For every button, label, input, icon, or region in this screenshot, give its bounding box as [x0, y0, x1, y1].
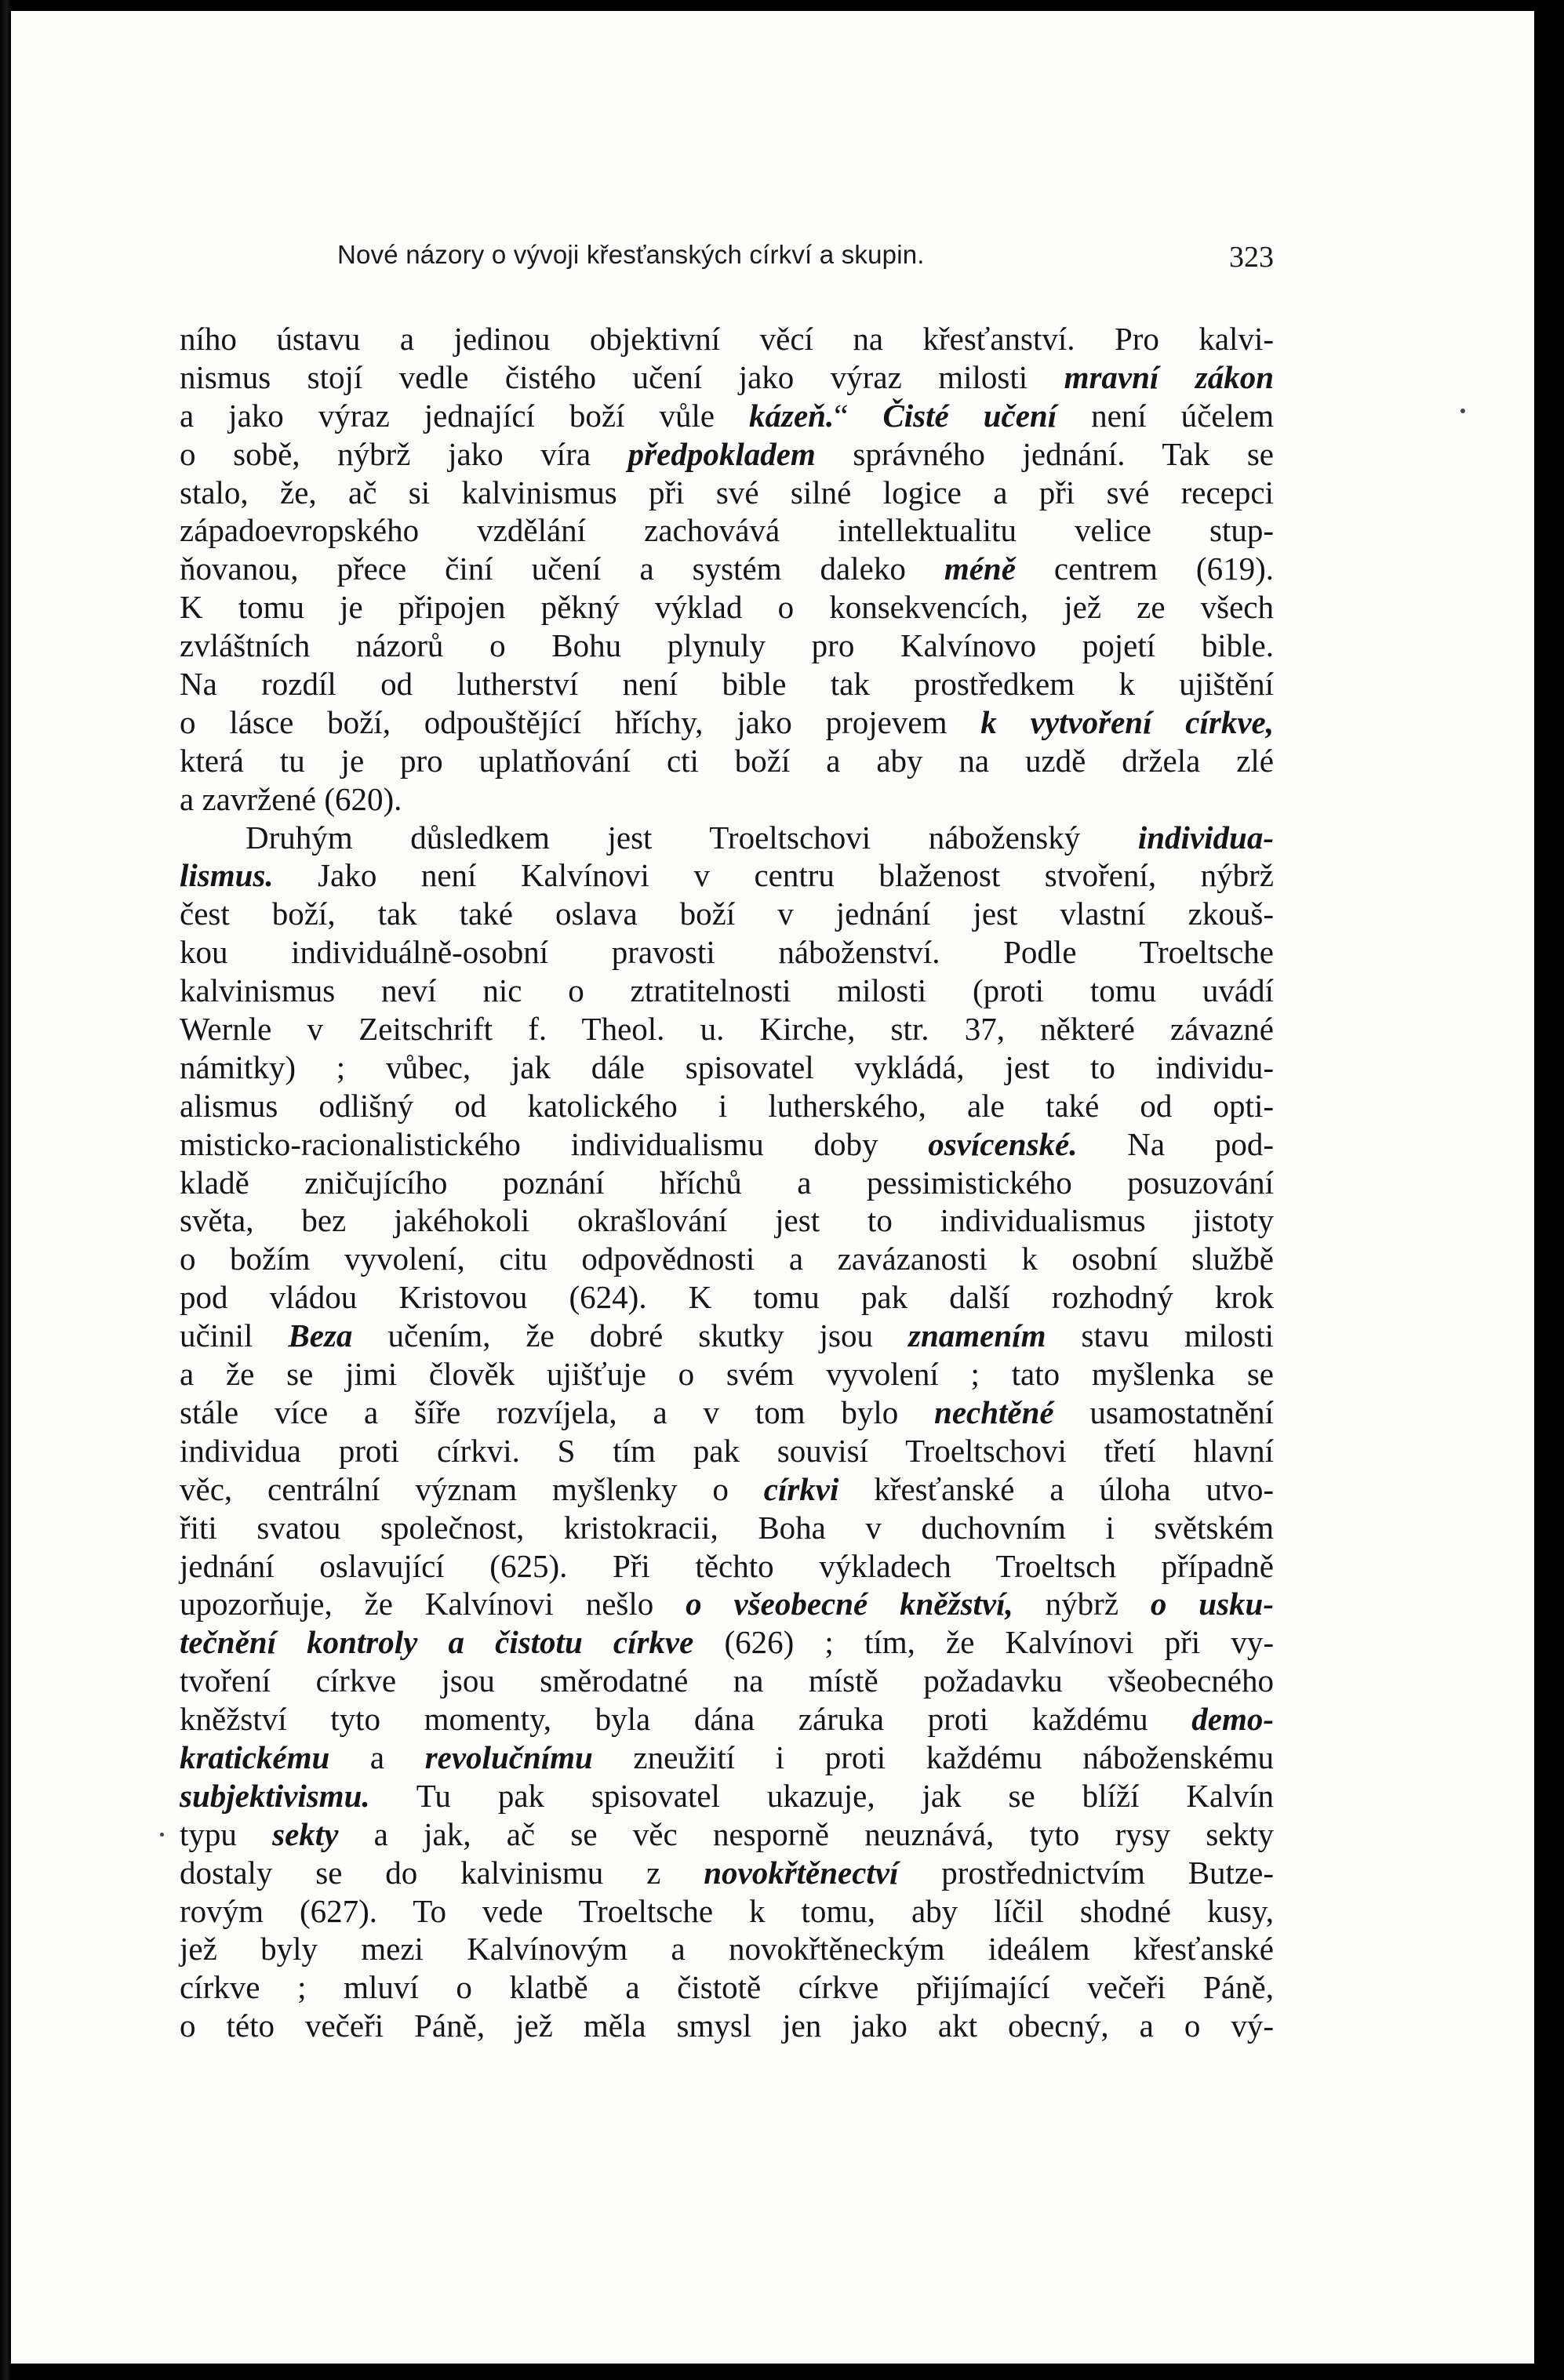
- emphasized-text: tečnění kontroly a čistotu církve: [180, 1624, 694, 1661]
- text-run: tvoření církve jsou směrodatné na místě požadavku všeobecného: [180, 1662, 1274, 1699]
- emphasized-text: osvícenské.: [928, 1125, 1078, 1162]
- text-run: jež byly mezi Kalvínovým a novokřtěneckým ideálem křesťanské: [180, 1931, 1274, 1968]
- emphasized-text: subjektivismu.: [180, 1777, 370, 1814]
- text-run: nýbrž: [1013, 1586, 1151, 1622]
- text-run: Druhým důsledkem jest Troeltschovi náboženský: [246, 819, 1138, 856]
- page-number: 323: [1229, 241, 1274, 274]
- text-run: námitky) ; vůbec, jak dále spisovatel vykládá, jest to individu-: [180, 1048, 1274, 1085]
- running-head-title: Nové názory o vývoji křesťanských církví a skupin.: [337, 240, 925, 269]
- text-run: řiti svatou společnost, kristokracii, Boha v duchovním i světském: [180, 1509, 1274, 1546]
- text-line: [180, 895, 1274, 933]
- text-run: stavu milosti: [1046, 1317, 1275, 1354]
- text-line: [180, 1317, 1274, 1355]
- emphasized-text: individua-: [1137, 819, 1274, 856]
- scan-speck: [160, 1833, 164, 1837]
- text-line: [180, 1048, 1274, 1087]
- text-line: [180, 1930, 1274, 1968]
- text-line: [180, 1393, 1274, 1432]
- text-run: čest boží, tak také oslava boží v jednání jest vlastní zkouš-: [180, 896, 1274, 932]
- emphasized-text: mravní zákon: [1064, 358, 1275, 395]
- emphasized-text: demo-: [1191, 1701, 1274, 1738]
- text-line: [180, 1547, 1274, 1586]
- text-run: misticko-racionalistického individualismu doby: [180, 1125, 929, 1162]
- emphasized-text: předpokladem: [627, 435, 816, 472]
- text-line: [180, 665, 1274, 703]
- text-run: Na rozdíl od lutherství není bible tak prostředkem k ujištění: [180, 666, 1274, 703]
- text-line: [180, 550, 1274, 588]
- text-line: [180, 703, 1274, 742]
- text-run: ňovanou, přece činí učení a systém daleko: [180, 550, 944, 587]
- text-line: [180, 1125, 1274, 1164]
- text-run: alismus odlišný od katolického i lutherského, ale také od opti-: [180, 1087, 1274, 1124]
- text-line: [180, 1662, 1274, 1700]
- text-run: upozorňuje, že Kalvínovi nešlo: [180, 1586, 686, 1622]
- text-line: [180, 320, 1274, 358]
- text-line: [180, 1777, 1274, 1815]
- emphasized-text: církvi: [763, 1470, 839, 1507]
- text-line: [180, 742, 1274, 780]
- text-run: učením, že dobré skutky jsou: [352, 1317, 909, 1354]
- text-line: [180, 856, 1274, 895]
- text-line: [180, 2007, 1274, 2045]
- emphasized-text: méně: [944, 550, 1016, 587]
- text-run: učinil: [180, 1317, 289, 1354]
- text-run: nismus stojí vedle čistého učení jako výraz milosti: [180, 358, 1064, 395]
- text-line: [180, 1585, 1274, 1623]
- text-line: [180, 1087, 1274, 1125]
- text-run: centrem (619).: [1015, 550, 1274, 587]
- text-run: a jako výraz jednající boží vůle: [180, 397, 750, 434]
- text-line: [180, 1968, 1274, 2007]
- text-run: Jako není Kalvínovi v centru blaženost stvoření, nýbrž: [273, 857, 1274, 894]
- text-line: [180, 1164, 1274, 1202]
- text-run: K tomu je připojen pěkný výklad o konsekvencích, jež ze všech: [180, 589, 1274, 626]
- text-run: kladě zničujícího poznání hříchů a pessimistického posuzování: [180, 1164, 1274, 1201]
- text-line: [180, 1739, 1274, 1777]
- text-line: [180, 780, 1274, 819]
- text-line: [180, 1201, 1274, 1240]
- text-run: o této večeři Páně, jež měla smysl jen jako akt obecný, a o vý-: [180, 2008, 1274, 2044]
- emphasized-text: znamením: [908, 1317, 1046, 1354]
- text-run: a že se jimi člověk ujišťuje o svém vyvolení ; tato myšlenka se: [180, 1356, 1274, 1393]
- text-run: věc, centrální význam myšlenky o: [180, 1470, 764, 1507]
- text-run: správného jednání. Tak se: [815, 435, 1274, 472]
- text-run: dostaly se do kalvinismu z: [180, 1854, 704, 1891]
- emphasized-text: kratickému: [180, 1739, 330, 1775]
- text-line: [180, 435, 1274, 474]
- text-run: která tu je pro uplatňování cti boží a aby na uzdě držela zlé: [180, 742, 1274, 779]
- emphasized-text: revolučnímu: [424, 1739, 593, 1775]
- text-run: západoevropského vzdělání zachovává intellektualitu velice stup-: [180, 512, 1274, 549]
- text-line: [180, 511, 1274, 550]
- text-line: [180, 1240, 1274, 1278]
- emphasized-text: nechtěné: [934, 1393, 1054, 1430]
- text-run: (626) ; tím, že Kalvínovi při vy-: [693, 1624, 1274, 1661]
- text-run: o lásce boží, odpouštějící hříchy, jako projevem: [180, 703, 981, 740]
- text-line: [180, 358, 1274, 397]
- emphasized-text: sekty: [272, 1815, 339, 1852]
- text-run: a: [329, 1739, 425, 1775]
- running-head: [337, 240, 1274, 274]
- text-line: [180, 1623, 1274, 1662]
- page-edge-shadow: [0, 0, 11, 2380]
- text-run: křesťanské a úloha utvo-: [838, 1470, 1274, 1507]
- scan-speck: [1460, 409, 1465, 413]
- text-run: prostřednictvím Butze-: [898, 1854, 1274, 1891]
- text-run: stále více a šíře rozvíjela, a v tom bylo: [180, 1393, 935, 1430]
- text-run: rovým (627). To vede Troeltsche k tomu, aby líčil shodné kusy,: [180, 1892, 1274, 1929]
- body-text: [180, 320, 1274, 2045]
- text-run: pod vládou Kristovou (624). K tomu pak další rozhodný krok: [180, 1279, 1274, 1316]
- text-run: individua proti církvi. S tím pak souvisí Troeltschovi třetí hlavní: [180, 1432, 1274, 1469]
- text-line: [180, 1470, 1274, 1509]
- text-run: Wernle v Zeitschrift f. Theol. u. Kirche, str. 37, některé závazné: [180, 1011, 1274, 1048]
- text-line: [180, 933, 1274, 972]
- text-run: a jak, ač se věc nesporně neuznává, tyto rysy sekty: [338, 1815, 1274, 1852]
- text-run: zvláštních názorů o Bohu plynuly pro Kalvínovo pojetí bible.: [180, 627, 1274, 664]
- text-line: [180, 397, 1274, 435]
- text-run: není účelem: [1057, 397, 1275, 434]
- text-run: kou individuálně-osobní pravosti náboženství. Podle Troeltsche: [180, 934, 1274, 971]
- text-run: typu: [180, 1815, 273, 1852]
- text-run: kněžství tyto momenty, byla dána záruka proti každému: [180, 1701, 1192, 1738]
- text-run: Tu pak spisovatel ukazuje, jak se blíží Kalvín: [369, 1777, 1274, 1814]
- text-run: světa, bez jakéhokoli okrašlování jest to individualismus jistoty: [180, 1202, 1274, 1239]
- text-line: [180, 1815, 1274, 1854]
- text-run: stalo, že, ač si kalvinismus při své silné logice a při své recepci: [180, 474, 1274, 511]
- text-line: [180, 1854, 1274, 1892]
- text-run: ního ústavu a jedinou objektivní věcí na křesťanství. Pro kalvi-: [180, 321, 1274, 357]
- emphasized-text: o usku-: [1150, 1586, 1274, 1622]
- emphasized-text: kázeň.: [749, 397, 835, 434]
- text-line: [180, 1509, 1274, 1547]
- emphasized-text: o všeobecné kněžství,: [686, 1586, 1013, 1622]
- emphasized-text: lismus.: [180, 857, 274, 894]
- text-run: kalvinismus neví nic o ztratitelnosti milosti (proti tomu uvádí: [180, 972, 1274, 1009]
- text-line: [180, 819, 1274, 857]
- text-line: [180, 474, 1274, 512]
- emphasized-text: Beza: [288, 1317, 353, 1354]
- emphasized-text: k vytvoření církve,: [980, 703, 1274, 740]
- text-line: [180, 1892, 1274, 1931]
- text-line: [180, 627, 1274, 665]
- text-line: [180, 1010, 1274, 1048]
- text-run: jednání oslavující (625). Při těchto výkladech Troeltsch případně: [180, 1547, 1274, 1584]
- text-line: [180, 1278, 1274, 1317]
- text-run: o sobě, nýbrž jako víra: [180, 435, 628, 472]
- text-line: [180, 1355, 1274, 1393]
- text-line: [180, 588, 1274, 627]
- text-run: zneužití i proti každému náboženskému: [592, 1739, 1274, 1775]
- text-run: a zavržené (620).: [180, 780, 402, 817]
- text-run: usamostatnění: [1053, 1393, 1274, 1430]
- text-line: [180, 1432, 1274, 1470]
- text-run: Na pod-: [1077, 1125, 1274, 1162]
- text-line: [180, 972, 1274, 1010]
- text-run: o božím vyvolení, citu odpovědnosti a zavázanosti k osobní službě: [180, 1241, 1274, 1277]
- text-line: [180, 1700, 1274, 1739]
- emphasized-text: novokřtěnectví: [704, 1854, 899, 1891]
- text-run: církve ; mluví o klatbě a čistotě církve přijímající večeři Páně,: [180, 1969, 1274, 2006]
- emphasized-text: Čisté učení: [882, 397, 1057, 434]
- text-run: “: [834, 397, 883, 434]
